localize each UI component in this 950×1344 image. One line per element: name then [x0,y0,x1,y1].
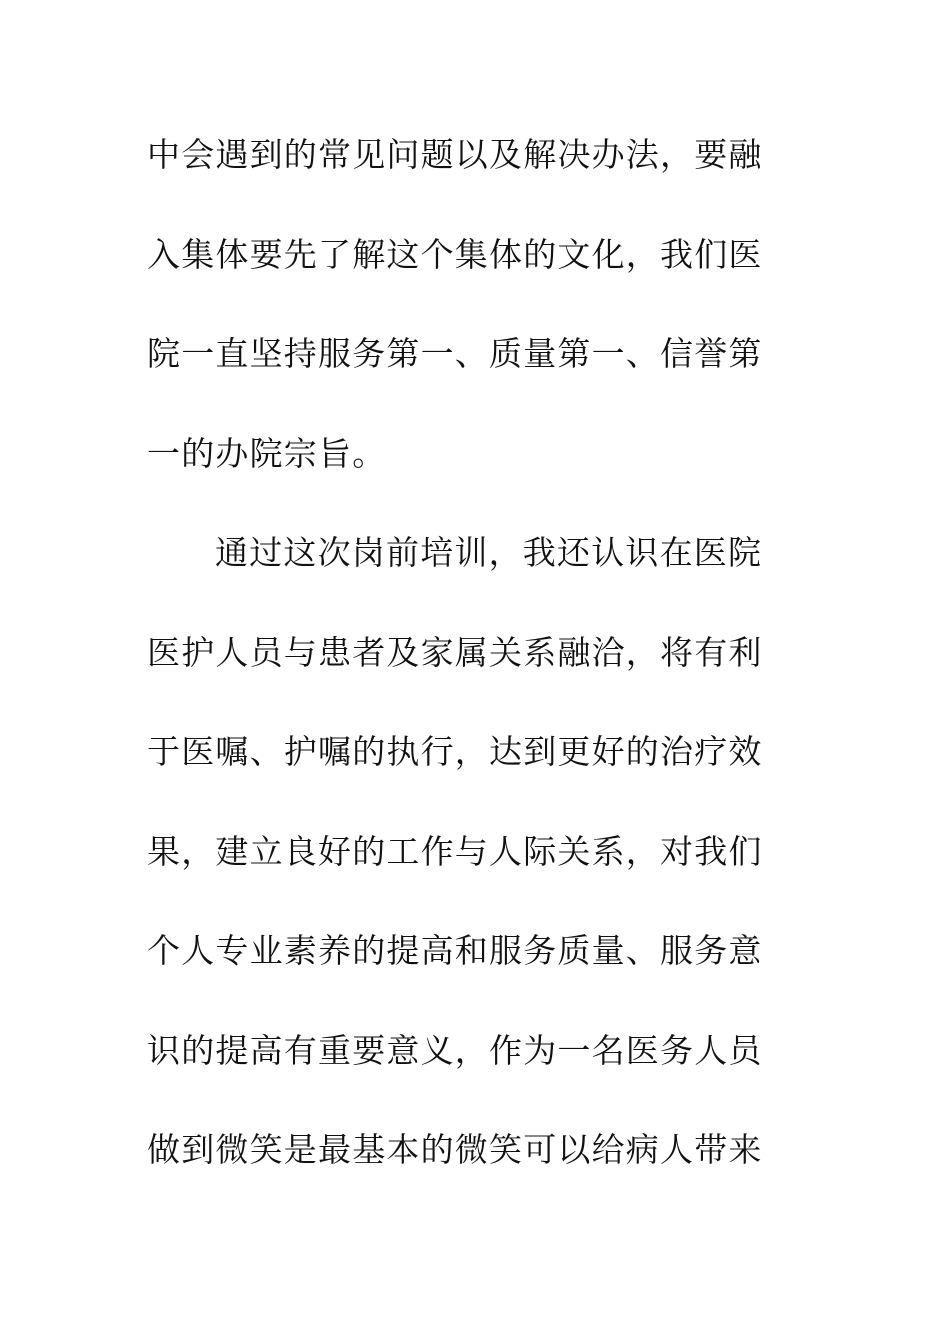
text-line: 院一直坚持服务第一、质量第一、信誉第 [147,334,763,373]
text-line: 医护人员与患者及家属关系融洽，将有利 [147,632,763,672]
text-line: 入集体要先了解这个集体的文化，我们医 [147,234,763,274]
text-line: 果，建立良好的工作与人际关系，对我们 [147,831,763,871]
text-line: 个人专业素养的提高和服务质量、服务意 [147,931,763,970]
text-line: 于医嘱、护嘱的执行，达到更好的治疗效 [147,732,763,771]
text-line: 做到微笑是最基本的微笑可以给病人带来 [147,1130,763,1169]
text-line: 中会遇到的常见问题以及解决办法，要融 [147,135,763,174]
paragraph-start-line: 通过这次岗前培训，我还认识在医院 [215,533,763,572]
text-line: 一的办院宗旨。 [147,433,387,473]
text-line: 识的提高有重要意义，作为一名医务人员 [147,1030,763,1070]
body-text [147,119,787,1214]
